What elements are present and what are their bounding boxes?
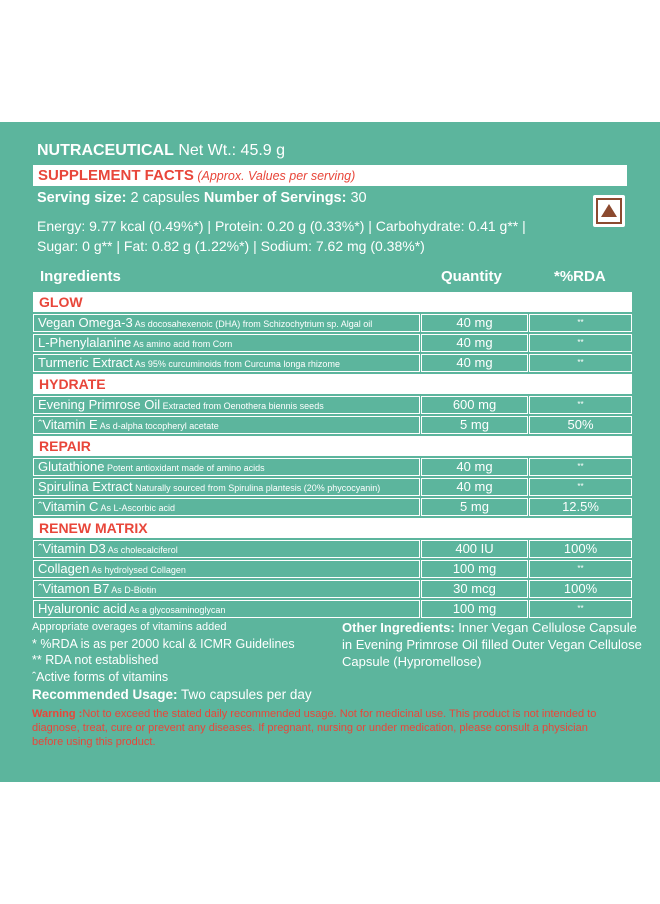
ingredient-name: Turmeric Extract	[38, 355, 133, 370]
ingredient-name: ˆVitamin D3	[38, 541, 106, 556]
usage-label: Recommended Usage:	[32, 687, 178, 702]
column-ingredients: Ingredients	[40, 268, 121, 285]
ingredient-name: ˆVitamin C	[38, 499, 99, 514]
supplement-facts-heading: SUPPLEMENT FACTS	[38, 167, 194, 184]
table-row	[33, 396, 632, 414]
table-row	[33, 478, 632, 496]
brand-name: NUTRACEUTICAL	[37, 142, 174, 159]
supplement-facts-title	[38, 167, 355, 184]
ingredient-cell	[33, 540, 420, 558]
ingredient-name: Evening Primrose Oil	[38, 397, 161, 412]
nutrition-line-2: Sugar: 0 g** | Fat: 0.82 g (1.22%*) | Sodium: 7.62 mg (0.38%*)	[37, 238, 425, 254]
rda-cell: **	[529, 560, 632, 578]
non-veg-symbol-icon	[593, 195, 625, 227]
rda-cell: 50%	[529, 416, 632, 434]
quantity-cell: 40 mg	[421, 458, 528, 476]
rda-cell: **	[529, 396, 632, 414]
ingredient-name: ˆVitamon B7	[38, 581, 110, 596]
quantity-cell: 100 mg	[421, 600, 528, 618]
table-row	[33, 580, 632, 598]
servings-label: Number of Servings:	[203, 190, 347, 206]
rda-cell: **	[529, 314, 632, 332]
brand-line	[37, 142, 285, 160]
quantity-cell: 600 mg	[421, 396, 528, 414]
ingredient-name: Collagen	[38, 561, 90, 576]
other-ingredients-value: Inner Vegan Cellulose Capsule in Evening Primrose Oil filled Outer Vegan Cellulose Capsule (Hypromellose)	[342, 620, 642, 669]
ingredient-source-note: As 95% curcuminoids from Curcuma longa rhizome	[132, 359, 340, 369]
other-ingredients	[342, 619, 642, 670]
quantity-cell: 100 mg	[421, 560, 528, 578]
rda-cell: **	[529, 478, 632, 496]
table-row	[33, 540, 632, 558]
other-ingredients-label: Other Ingredients:	[342, 620, 455, 635]
non-veg-triangle	[601, 204, 617, 217]
rda-cell: **	[529, 458, 632, 476]
serving-info	[37, 190, 367, 206]
table-row	[33, 416, 632, 434]
nutrition-line-1: Energy: 9.77 kcal (0.49%*) | Protein: 0.20 g (0.33%*) | Carbohydrate: 0.41 g** |	[37, 218, 526, 234]
ingredient-source-note: As L-Ascorbic acid	[98, 503, 175, 513]
ingredient-cell	[33, 458, 420, 476]
table-row	[33, 334, 632, 352]
servings-value: 30	[346, 190, 367, 206]
ingredient-source-note: As amino acid from Corn	[131, 339, 233, 349]
ingredient-name: Spirulina Extract	[38, 479, 133, 494]
section-header: GLOW	[33, 292, 632, 312]
section-header: RENEW MATRIX	[33, 518, 632, 538]
column-quantity: Quantity	[441, 268, 502, 285]
table-row	[33, 458, 632, 476]
quantity-cell: 30 mcg	[421, 580, 528, 598]
ingredient-source-note: As a glycosaminoglycan	[126, 605, 226, 615]
ingredient-source-note: As docosahexenoic (DHA) from Schizochytrium sp. Algal oil	[132, 319, 373, 329]
table-row	[33, 600, 632, 618]
nutrition-summary	[37, 216, 597, 256]
rda-basis-note: * %RDA is as per 2000 kcal & ICMR Guidelines	[32, 636, 295, 651]
rda-cell: **	[529, 600, 632, 618]
table-row	[33, 498, 632, 516]
ingredient-cell	[33, 478, 420, 496]
approx-values-note: (Approx. Values per serving)	[193, 169, 356, 183]
ingredient-cell	[33, 416, 420, 434]
ingredient-cell	[33, 498, 420, 516]
ingredient-name: Hyaluronic acid	[38, 601, 127, 616]
ingredients-table	[33, 292, 632, 620]
footnotes	[32, 619, 295, 685]
table-row	[33, 560, 632, 578]
quantity-cell: 40 mg	[421, 478, 528, 496]
quantity-cell: 40 mg	[421, 314, 528, 332]
quantity-cell: 5 mg	[421, 498, 528, 516]
recommended-usage	[32, 687, 312, 702]
ingredient-cell	[33, 560, 420, 578]
ingredient-cell	[33, 580, 420, 598]
quantity-cell: 5 mg	[421, 416, 528, 434]
rda-cell: 12.5%	[529, 498, 632, 516]
ingredient-name: Vegan Omega-3	[38, 315, 133, 330]
quantity-cell: 40 mg	[421, 334, 528, 352]
ingredient-source-note: Naturally sourced from Spirulina plantesis (20% phycocyanin)	[132, 483, 381, 493]
rda-cell: **	[529, 354, 632, 372]
ingredient-source-note: Extracted from Oenothera biennis seeds	[160, 401, 324, 411]
table-row	[33, 354, 632, 372]
ingredient-name: ˆVitamin E	[38, 417, 98, 432]
ingredient-cell	[33, 314, 420, 332]
supplement-facts-bar	[33, 165, 627, 186]
ingredient-cell	[33, 334, 420, 352]
ingredient-cell	[33, 396, 420, 414]
ingredient-source-note: As d-alpha tocopheryl acetate	[97, 421, 219, 431]
net-weight: Net Wt.: 45.9 g	[173, 142, 286, 159]
warning-label: Warning :	[32, 708, 83, 720]
non-veg-square	[596, 198, 622, 224]
ingredient-cell	[33, 600, 420, 618]
ingredient-source-note: As cholecalciferol	[105, 545, 178, 555]
overages-note: Appropriate overages of vitamins added	[32, 621, 227, 633]
serving-size-label: Serving size:	[37, 190, 127, 206]
rda-cell: 100%	[529, 580, 632, 598]
supplement-label-panel	[0, 122, 660, 782]
rda-not-established-note: ** RDA not established	[32, 653, 159, 667]
quantity-cell: 40 mg	[421, 354, 528, 372]
ingredient-source-note: As D-Biotin	[109, 585, 157, 595]
quantity-cell: 400 IU	[421, 540, 528, 558]
ingredient-source-note: Potent antioxidant made of amino acids	[104, 463, 265, 473]
rda-cell: 100%	[529, 540, 632, 558]
ingredient-source-note: As hydrolysed Collagen	[89, 565, 186, 575]
column-rda: *%RDA	[554, 268, 606, 285]
ingredient-name: L-Phenylalanine	[38, 335, 132, 350]
section-header: REPAIR	[33, 436, 632, 456]
active-forms-note: ˆActive forms of vitamins	[32, 669, 169, 684]
ingredient-name: Glutathione	[38, 459, 105, 474]
section-header: HYDRATE	[33, 374, 632, 394]
ingredient-cell	[33, 354, 420, 372]
table-row	[33, 314, 632, 332]
serving-size-value: 2 capsules	[126, 190, 204, 206]
warning-body: Not to exceed the stated daily recommended usage. Not for medicinal use. This product is not intended to diagnose, treat, cure or prevent any diseases. If pregnant, nursing or under medication, please consult a physician before using this product.	[32, 708, 597, 748]
usage-value: Two capsules per day	[177, 687, 312, 702]
warning-text	[32, 707, 622, 749]
rda-cell: **	[529, 334, 632, 352]
